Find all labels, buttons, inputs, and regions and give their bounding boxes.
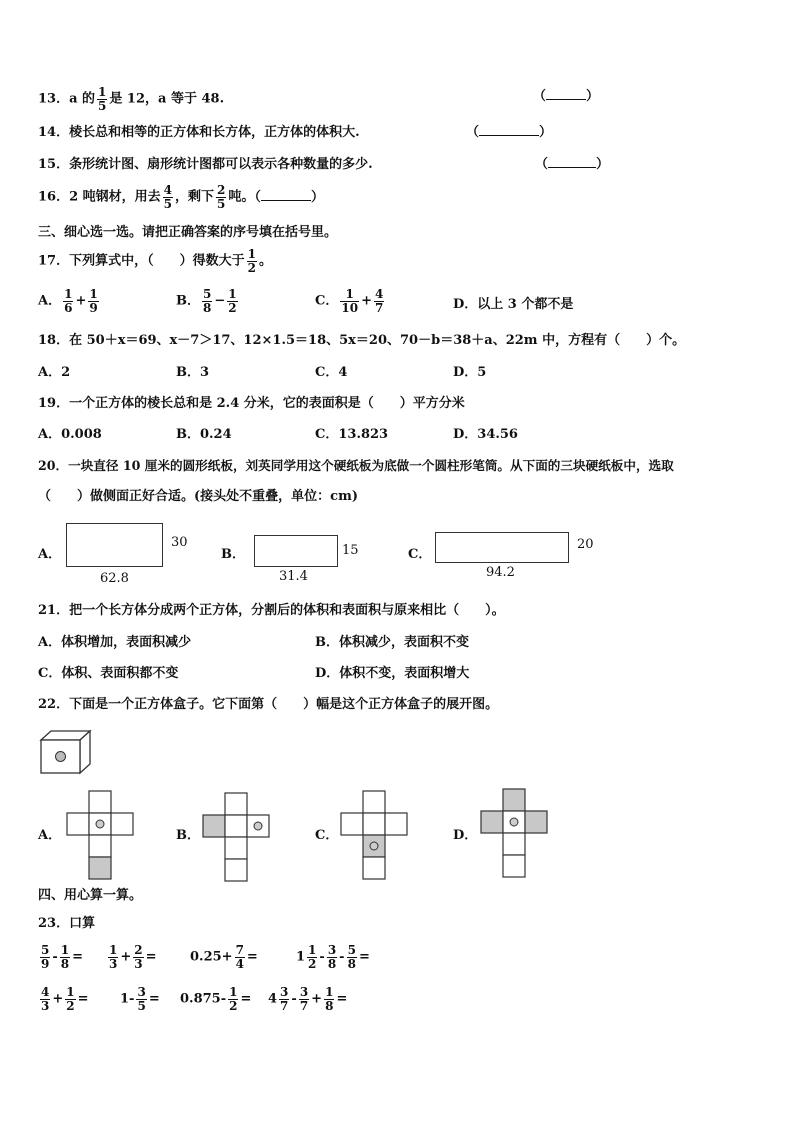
q23-r2-item-1[interactable]: $\frac{4}{3}$ + $\frac{1}{2}$ = (41, 985, 89, 1013)
q22-option-a-net[interactable] (66, 790, 136, 882)
q20-option-c-label[interactable]: C． (408, 547, 432, 562)
q13-answer-paren[interactable]: （ ） (533, 89, 600, 104)
q20-option-a-side: 30 (171, 535, 188, 550)
q17-option-b[interactable]: B． $\frac{5}{8}$ − $\frac{1}{2}$ (176, 287, 237, 315)
q14-answer-paren[interactable]: （ ） (466, 125, 553, 140)
q18-option-b[interactable]: B．3 (176, 365, 210, 380)
q18-option-c[interactable]: C．4 (315, 365, 348, 380)
q20-option-c-rectangle[interactable] (435, 532, 569, 563)
q23-r2-item-2[interactable]: 1- $\frac{3}{5}$ = (120, 985, 160, 1013)
q13-fraction: $\frac{1}{5}$ (98, 85, 107, 113)
section-3-heading: 三、细心选一选。请把正确答案的序号填在括号里。 (38, 225, 338, 240)
question-23-title: 23．口算 (38, 916, 96, 931)
q22-option-d-label[interactable]: D． (453, 828, 478, 843)
q22-option-a-label[interactable]: A． (38, 828, 62, 843)
q22-option-d-net[interactable] (480, 788, 550, 880)
q19-option-a[interactable]: A．0.008 (38, 427, 102, 442)
q17-option-a[interactable]: A． $\frac{1}{6}$ + $\frac{1}{9}$ (38, 287, 98, 315)
question-20-line-2: （ ）做侧面正好合适。(接头处不重叠，单位：cm) (38, 489, 358, 504)
q22-option-b-net[interactable] (202, 792, 272, 884)
q18-option-a[interactable]: A．2 (38, 365, 71, 380)
question-16: 16．2 吨钢材，用去 $\frac{4}{5}$ ，剩下 $\frac{2}{5}$ 吨。（ ） (38, 183, 324, 211)
q21-option-c[interactable]: C．体积、表面积都不变 (38, 666, 179, 681)
q20-option-a-bottom: 62.8 (100, 571, 129, 586)
q22-option-c-label[interactable]: C． (315, 828, 339, 843)
q22-cube-image (38, 728, 94, 776)
q19-option-b[interactable]: B．0.24 (176, 427, 232, 442)
q21-option-b[interactable]: B．体积减少，表面积不变 (315, 635, 469, 650)
q19-option-c[interactable]: C．13.823 (315, 427, 389, 442)
q23-r1-item-1[interactable]: $\frac{5}{9}$ - $\frac{1}{8}$ = (41, 943, 84, 971)
q21-option-d[interactable]: D．体积不变，表面积增大 (315, 666, 470, 681)
q20-option-b-rectangle[interactable] (254, 535, 338, 567)
q20-option-a-label[interactable]: A． (38, 547, 62, 562)
q17-stem-fraction: $\frac{1}{2}$ (247, 247, 256, 275)
q21-option-a[interactable]: A．体积增加，表面积减少 (38, 635, 192, 650)
q13-post: 是 12，a 等于 48. (109, 91, 225, 107)
q19-option-d[interactable]: D．34.56 (453, 427, 518, 442)
q23-r1-item-3[interactable]: 0.25+ $\frac{7}{4}$ = (190, 943, 258, 971)
q20-option-a-rectangle[interactable] (66, 523, 163, 567)
q23-r2-item-4[interactable]: 4 $\frac{3}{7}$ - $\frac{3}{7}$ + $\frac{1}{8}$ = (268, 985, 348, 1013)
section-4-heading: 四、用心算一算。 (38, 888, 143, 903)
q13-pre: a 的 (69, 91, 96, 107)
question-17: 17．下列算式中，（ ）得数大于 $\frac{1}{2}$ 。 (38, 247, 272, 275)
q17-option-c[interactable]: C． $\frac{1}{10}$ + $\frac{4}{7}$ (315, 287, 384, 315)
q23-r1-item-4[interactable]: 1 $\frac{1}{2}$ - $\frac{3}{8}$ - $\frac{5}{8}$ = (296, 943, 370, 971)
q20-option-b-side: 15 (342, 543, 359, 558)
q20-option-c-bottom: 94.2 (486, 565, 515, 580)
q22-option-b-label[interactable]: B． (176, 828, 200, 843)
q20-option-b-bottom: 31.4 (279, 569, 308, 584)
question-18: 18．在 50＋x＝69、x－7＞17、12×1.5＝18、5x＝20、70－b＝38＋a、22m 中，方程有（ ）个。 (38, 333, 686, 348)
q22-option-c-net[interactable] (340, 790, 410, 882)
question-22: 22．下面是一个正方体盒子。它下面第（ ）幅是这个正方体盒子的展开图。 (38, 697, 499, 712)
question-15: 15．条形统计图、扇形统计图都可以表示各种数量的多少. (38, 157, 373, 172)
question-20-line-1: 20．一块直径 10 厘米的圆形纸板，刘英同学用这个硬纸板为底做一个圆柱形笔筒。从下面的三块硬纸板中，选取 (38, 458, 674, 473)
q20-option-b-label[interactable]: B． (221, 547, 245, 562)
q17-option-d[interactable]: D．以上 3 个都不是 (453, 297, 574, 312)
question-14: 14．棱长总和相等的正方体和长方体，正方体的体积大. (38, 125, 360, 140)
q23-r2-item-3[interactable]: 0.875- $\frac{1}{2}$ = (180, 985, 252, 1013)
question-19: 19．一个正方体的棱长总和是 2.4 分米，它的表面积是（ ）平方分米 (38, 396, 465, 411)
q16-fraction-used: $\frac{4}{5}$ (163, 183, 173, 211)
question-13 (38, 86, 224, 112)
q15-answer-paren[interactable]: （ ） (535, 157, 610, 172)
q20-option-c-side: 20 (577, 537, 594, 552)
question-21: 21．把一个长方体分成两个正方体，分割后的体积和表面积与原来相比（ ）。 (38, 603, 505, 618)
q16-fraction-left: $\frac{2}{5}$ (217, 183, 226, 211)
q13-number: 13． (38, 91, 70, 107)
q16-answer-paren[interactable]: （ ） (254, 189, 324, 205)
q18-option-d[interactable]: D．5 (453, 365, 487, 380)
q23-r1-item-2[interactable]: $\frac{1}{3}$ + $\frac{2}{3}$ = (109, 943, 157, 971)
